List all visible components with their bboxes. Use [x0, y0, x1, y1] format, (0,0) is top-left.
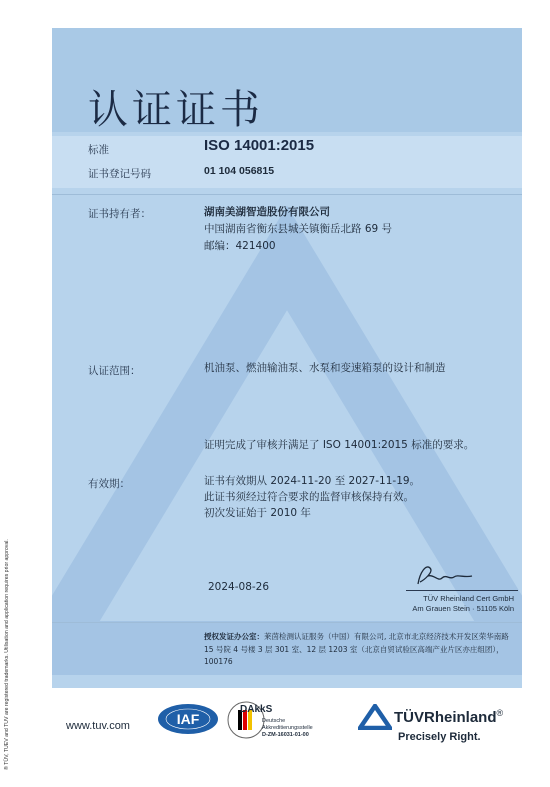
separator: [52, 622, 522, 623]
signature-line: [406, 590, 518, 591]
certificate-title: 认证证书: [88, 87, 264, 133]
dakks-line-1: Deutsche: [262, 718, 286, 724]
separator: [52, 194, 522, 195]
dakks-number: D-ZM-16031-01-00: [262, 732, 309, 738]
iaf-logo: [157, 703, 219, 735]
scope-value: 机油泵、燃油输油泵、水泵和变速箱泵的设计和制造: [204, 362, 446, 374]
website-link[interactable]: www.tuv.com: [66, 720, 130, 732]
authorized-office-label: 授权发证办公室：: [204, 632, 264, 641]
iaf-text: IAF: [176, 711, 200, 727]
issuer-block: [412, 594, 514, 614]
conformity-statement: 证明完成了审核并满足了 ISO 14001:2015 标准的要求。: [204, 439, 475, 451]
reg-no-value: 01 104 056815: [204, 165, 275, 177]
tuv-slogan: Precisely Right.: [398, 731, 481, 743]
validity-line-2: 此证书须经过符合要求的监督审核保持有效。: [204, 491, 414, 503]
certificate-sheet: [52, 28, 522, 688]
dakks-text: [262, 718, 313, 739]
registered-mark: ®: [496, 708, 504, 718]
scope-label: 认证范围：: [88, 365, 141, 377]
dakks-title: DAkkS: [240, 704, 273, 715]
validity-line-1: 证书有效期从 2024-11-20 至 2027-11-19。: [204, 475, 421, 487]
holder-name: 湖南美湖智造股份有限公司: [204, 206, 330, 218]
signature: [412, 562, 482, 592]
validity-label: 有效期：: [88, 478, 130, 490]
standard-value: ISO 14001:2015: [204, 137, 315, 154]
holder-postcode: 邮编：421400: [204, 240, 276, 252]
tuv-brand-name: [394, 708, 503, 726]
holder-label: 证书持有者：: [88, 208, 151, 220]
holder-address: 中国湖南省衡东县城关镇衡岳北路 69 号: [204, 223, 393, 235]
trademark-note: ® TÜV, TUEV and TUV are registered trademarks. Utilisation and application requires prior approval.: [4, 539, 10, 770]
issue-date: 2024-08-26: [208, 581, 270, 593]
tuv-triangle-icon: [358, 704, 392, 730]
issuer-line-1: TÜV Rheinland Cert GmbH: [423, 594, 514, 603]
issuer-line-2: Am Grauen Stein · 51105 Köln: [412, 604, 514, 613]
reg-no-label: 证书登记号码: [88, 168, 151, 180]
dakks-line-2: Akkreditierungsstelle: [262, 725, 313, 731]
authorized-office: [204, 631, 516, 669]
validity-line-3: 初次发证始于 2010 年: [204, 507, 311, 519]
tuv-name-text: TÜVRheinland: [394, 709, 497, 726]
standard-label: 标准: [88, 144, 109, 156]
authorized-office-text: 莱茵检测认证服务（中国）有限公司, 北京市北京经济技术开发区荣华南路 15 号院 4 号楼 3 层 301 室、12 层 1203 室（北京自贸试验区高端产业片区亦庄组团），100176: [204, 632, 509, 666]
